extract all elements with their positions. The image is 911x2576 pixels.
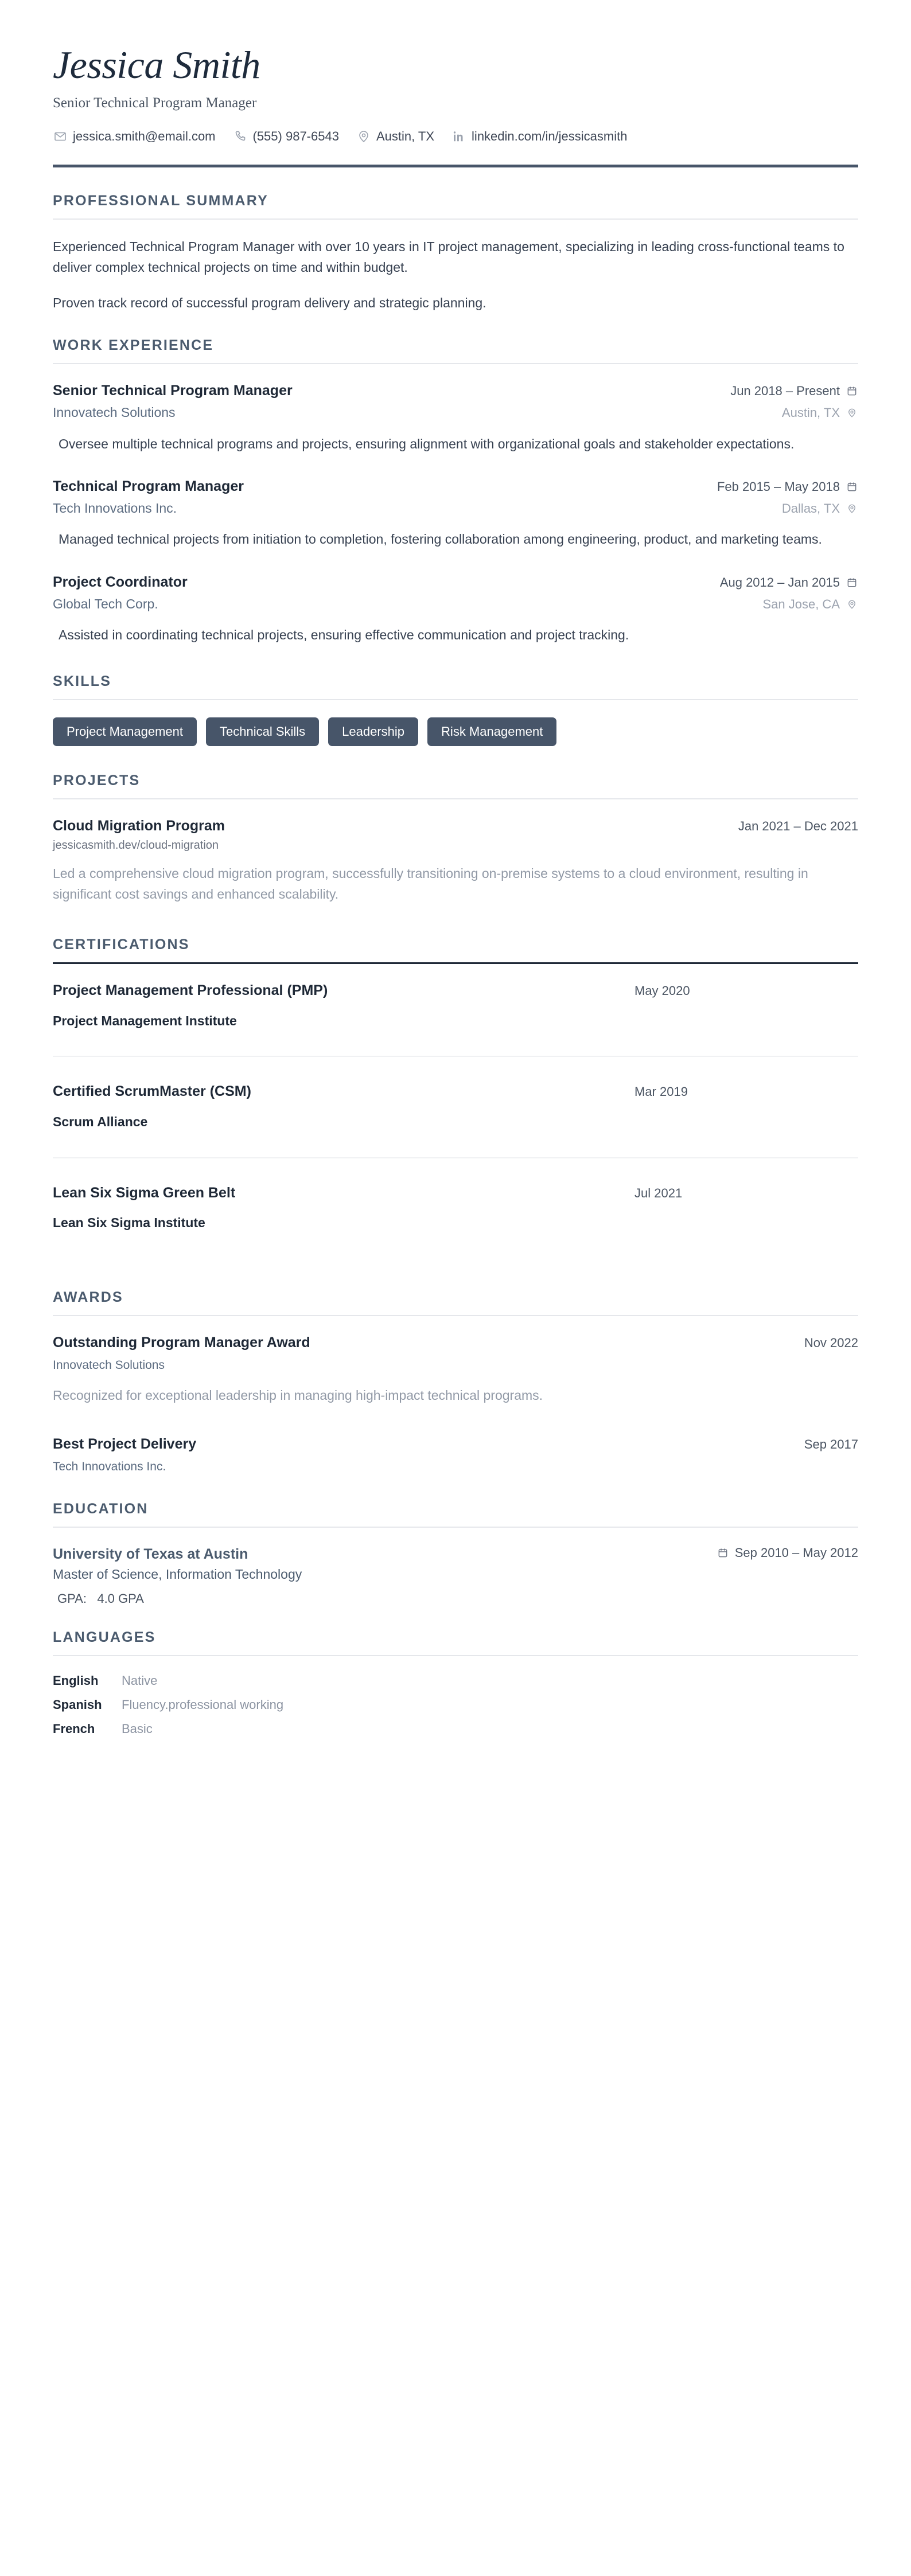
summary-paragraph: Proven track record of successful program delivery and strategic planning. — [53, 295, 486, 310]
section-education — [53, 1501, 858, 1606]
language-name: English — [53, 1673, 99, 1688]
education-degree: Master of Science, Information Technology — [53, 1566, 302, 1582]
section-divider — [53, 1527, 858, 1528]
skills-chip-list — [53, 717, 858, 746]
award-title: Best Project Delivery — [53, 1435, 197, 1452]
calendar-icon — [846, 481, 858, 493]
contact-phone-value: (555) 987-6543 — [252, 129, 339, 144]
language-level: Basic — [122, 1721, 153, 1736]
language-row — [53, 1722, 858, 1736]
award-issuer: Innovatech Solutions — [53, 1358, 165, 1372]
section-certifications — [53, 936, 858, 1258]
linkedin-icon — [451, 129, 466, 144]
award-description: Recognized for exceptional leadership in managing high-impact technical programs. — [53, 1388, 543, 1403]
work-description: Managed technical projects from initiation to completion, fostering collaboration among engineering, product, and marketing teams. — [59, 532, 822, 547]
calendar-icon — [846, 576, 858, 589]
work-location — [782, 501, 858, 516]
section-professional-summary — [53, 193, 858, 313]
section-divider — [53, 1315, 858, 1316]
skill-chip[interactable]: Risk Management — [427, 717, 556, 746]
award-title: Outstanding Program Manager Award — [53, 1334, 310, 1351]
certification-issuer: Lean Six Sigma Institute — [53, 1215, 205, 1231]
award-issuer: Tech Innovations Inc. — [53, 1459, 166, 1473]
certification-entry — [53, 1082, 858, 1158]
project-description: Led a comprehensive cloud migration program, successfully transitioning on-premise systems to a cloud environment, resulting in significant cost savings and enhanced scalability. — [53, 865, 808, 901]
education-school: University of Texas at Austin — [53, 1546, 248, 1563]
work-dates — [717, 479, 858, 494]
languages-list — [53, 1673, 858, 1736]
education-dates-value: Sep 2010 – May 2012 — [734, 1545, 858, 1560]
education-dates — [717, 1545, 858, 1560]
section-divider — [53, 363, 858, 364]
header-subtitle: Senior Technical Program Manager — [53, 95, 257, 111]
work-location — [782, 405, 858, 420]
contact-phone[interactable] — [233, 129, 339, 144]
section-heading: AWARDS — [53, 1289, 123, 1305]
language-level: Native — [122, 1673, 158, 1688]
section-divider — [53, 218, 858, 220]
section-heading: EDUCATION — [53, 1501, 149, 1517]
award-date: Nov 2022 — [804, 1335, 858, 1350]
contact-linkedin-value: linkedin.com/in/jessicasmith — [472, 129, 628, 144]
certification-title: Lean Six Sigma Green Belt — [53, 1184, 236, 1201]
work-company: Innovatech Solutions — [53, 405, 176, 420]
email-icon — [53, 129, 68, 144]
project-link[interactable]: jessicasmith.dev/cloud-migration — [53, 838, 219, 852]
award-date: Sep 2017 — [804, 1437, 858, 1451]
language-name: Spanish — [53, 1697, 102, 1712]
section-heading: PROFESSIONAL SUMMARY — [53, 193, 268, 209]
work-location — [762, 597, 858, 612]
education-gpa-value: 4.0 GPA — [97, 1591, 144, 1606]
calendar-icon — [846, 385, 858, 397]
section-projects — [53, 772, 858, 904]
work-entry — [53, 573, 858, 646]
section-work-experience — [53, 337, 858, 646]
skill-chip[interactable]: Technical Skills — [206, 717, 319, 746]
section-divider — [53, 962, 858, 964]
certification-title: Project Management Professional (PMP) — [53, 982, 328, 999]
award-entry — [53, 1333, 858, 1406]
project-dates-value: Jan 2021 – Dec 2021 — [738, 819, 858, 834]
section-heading: CERTIFICATIONS — [53, 936, 190, 953]
section-languages — [53, 1629, 858, 1736]
work-description: Assisted in coordinating technical projects, ensuring effective communication and project tracking. — [59, 627, 629, 643]
certification-entry — [53, 1184, 858, 1258]
education-gpa-label: GPA: — [57, 1591, 87, 1606]
location-pin-icon — [846, 598, 858, 611]
page-title: Jessica Smith — [53, 43, 260, 87]
section-heading: LANGUAGES — [53, 1629, 156, 1645]
skill-chip[interactable]: Project Management — [53, 717, 197, 746]
location-pin-icon — [356, 129, 371, 144]
contact-location-value: Austin, TX — [376, 129, 435, 144]
work-location-value: Dallas, TX — [781, 501, 840, 516]
work-entry — [53, 381, 858, 454]
section-divider — [53, 699, 858, 700]
work-description: Oversee multiple technical programs and projects, ensuring alignment with organizational goals and stakeholder expectations. — [59, 436, 795, 451]
education-entry — [53, 1545, 858, 1606]
language-name: French — [53, 1721, 95, 1736]
summary-paragraph: Experienced Technical Program Manager with over 10 years in IT project management, specializing in leading cross-functional teams to deliver complex technical projects on time and within budget. — [53, 239, 844, 275]
contact-location[interactable] — [356, 129, 434, 144]
section-divider — [53, 1655, 858, 1656]
location-pin-icon — [846, 502, 858, 515]
project-entry — [53, 817, 858, 904]
certification-date: Jul 2021 — [634, 1185, 683, 1200]
project-title: Cloud Migration Program — [53, 818, 225, 834]
work-job-title: Project Coordinator — [53, 574, 188, 591]
project-dates — [738, 819, 858, 834]
certification-issuer: Project Management Institute — [53, 1013, 237, 1028]
calendar-icon — [717, 1547, 729, 1559]
work-dates — [720, 575, 858, 590]
section-divider — [53, 798, 858, 799]
section-awards — [53, 1289, 858, 1476]
phone-icon — [233, 129, 248, 144]
section-heading: SKILLS — [53, 673, 112, 689]
language-row — [53, 1673, 858, 1688]
contact-linkedin[interactable] — [451, 129, 627, 144]
certification-entry — [53, 981, 858, 1057]
contact-email[interactable] — [53, 129, 216, 144]
language-level: Fluency.professional working — [122, 1697, 284, 1712]
work-dates — [730, 384, 858, 399]
header-divider — [53, 165, 858, 167]
page-bottom-spacer — [53, 1746, 858, 1992]
work-company: Tech Innovations Inc. — [53, 500, 177, 516]
certification-date: May 2020 — [634, 983, 690, 998]
contact-email-value: jessica.smith@email.com — [73, 129, 216, 144]
contact-row — [53, 129, 858, 144]
location-pin-icon — [846, 407, 858, 419]
section-skills — [53, 673, 858, 746]
certification-issuer: Scrum Alliance — [53, 1114, 148, 1130]
work-dates-value: Feb 2015 – May 2018 — [717, 479, 840, 494]
work-location-value: Austin, TX — [781, 405, 840, 420]
work-dates-value: Aug 2012 – Jan 2015 — [719, 575, 840, 590]
language-row — [53, 1697, 858, 1712]
education-gpa — [53, 1591, 858, 1606]
work-entry — [53, 477, 858, 550]
work-company: Global Tech Corp. — [53, 596, 158, 611]
certification-date: Mar 2019 — [634, 1084, 688, 1099]
resume-header — [53, 45, 858, 167]
work-location-value: San Jose, CA — [762, 596, 840, 611]
skill-chip[interactable]: Leadership — [328, 717, 418, 746]
section-heading: PROJECTS — [53, 772, 141, 789]
work-job-title: Senior Technical Program Manager — [53, 383, 293, 399]
work-dates-value: Jun 2018 – Present — [730, 384, 840, 399]
work-job-title: Technical Program Manager — [53, 478, 244, 495]
certification-title: Certified ScrumMaster (CSM) — [53, 1083, 251, 1100]
award-entry — [53, 1435, 858, 1476]
section-heading: WORK EXPERIENCE — [53, 337, 214, 354]
